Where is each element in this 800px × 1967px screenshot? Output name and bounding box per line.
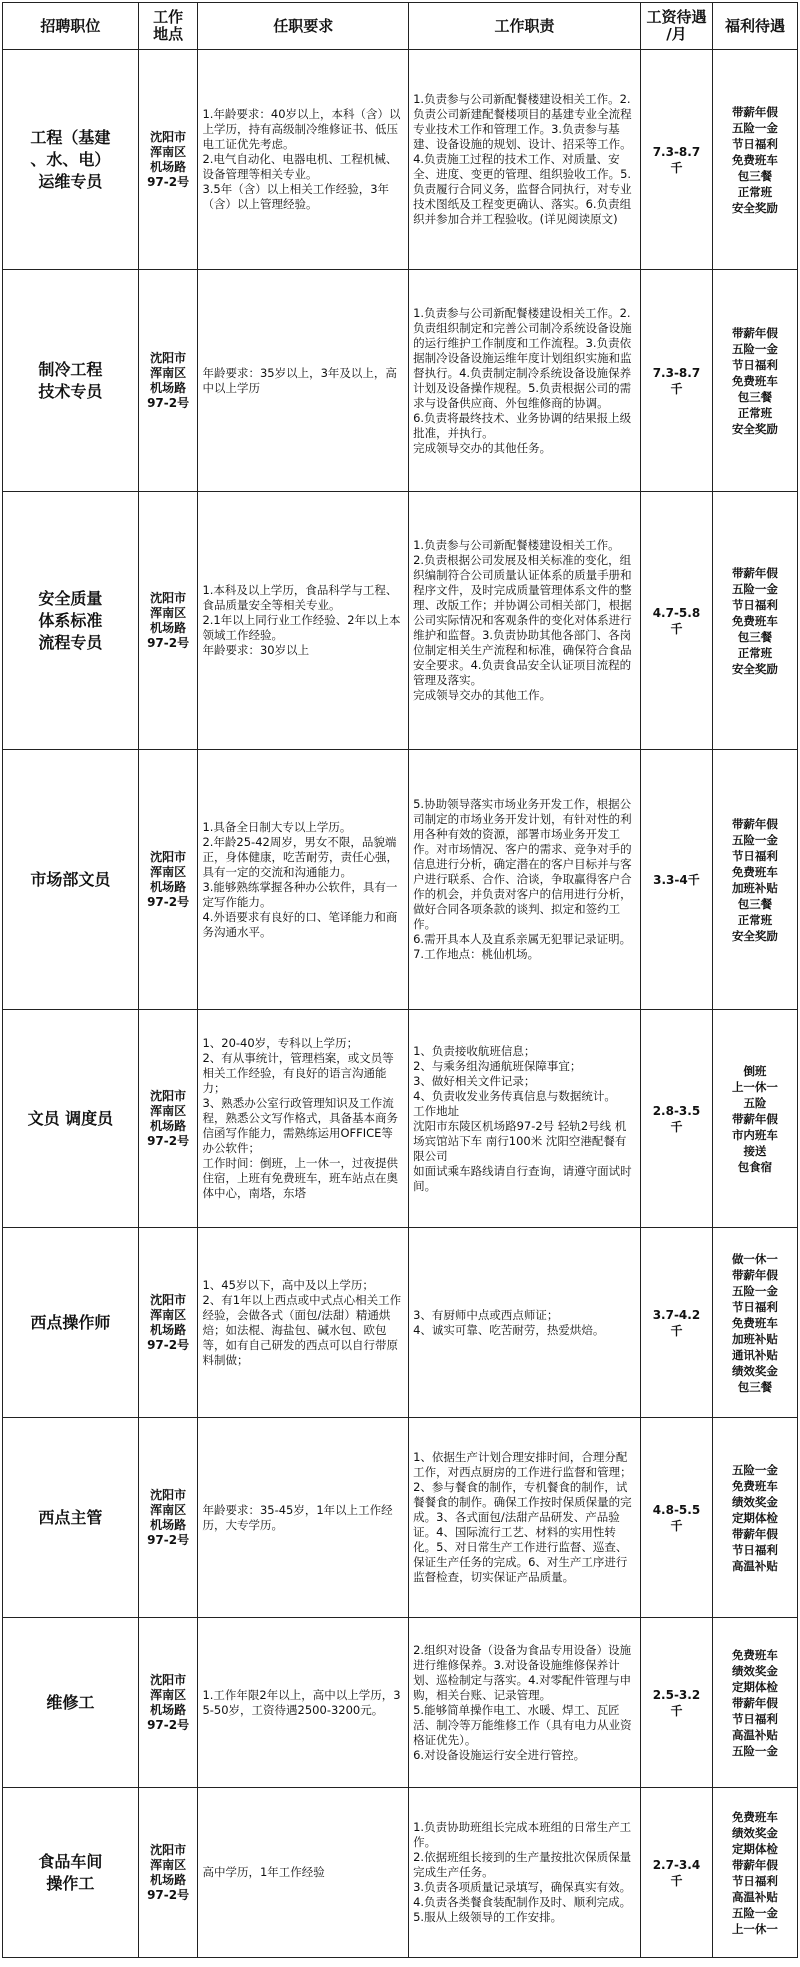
job-wage: 4.7-5.8 千 [641, 492, 713, 750]
job-benefits: 五险一金 免费班车 绩效奖金 定期体检 带薪年假 节日福利 高温补贴 [712, 1418, 797, 1618]
job-location: 沈阳市 浑南区 机场路 97-2号 [138, 1418, 198, 1618]
job-duties: 1、负责接收航班信息； 2、与乘务组沟通航班保障事宜； 3、做好相关文件记录； 4、负责收发业务传真信息与数据统计。 工作地址 沈阳市东陵区机场路97-2号 轻轨2号线 机场宾馆站下车 南行100米 沈阳空港配餐有限公司 如面试乘车路线请自行查询，请遵守面试时间。 [409, 1010, 641, 1228]
header-location: 工作 地点 [138, 3, 198, 50]
job-duties: 2.组织对设备（设备为食品专用设备）设施进行维修保养。3.对设备设施维修保养计划、巡检制定与落实。4.对零配件管理与申购，相关台账、记录管理。 5.能够简单操作电工、水暖、焊工、瓦匠活、制冷等万能维修工作（具有电力从业资格证优先）。 6.对设备设施运行安全进行管控。 [409, 1618, 641, 1788]
job-benefits: 倒班 上一休一 五险 带薪年假 市内班车 接送 包食宿 [712, 1010, 797, 1228]
job-wage: 2.5-3.2 千 [641, 1618, 713, 1788]
job-wage: 3.3-4千 [641, 750, 713, 1010]
job-benefits: 免费班车 绩效奖金 定期体检 带薪年假 节日福利 高温补贴 五险一金 上一休一 [712, 1788, 797, 1958]
job-duties: 3、有厨师中点或西点师证； 4、诚实可靠、吃苦耐劳，热爱烘焙。 [409, 1228, 641, 1418]
job-benefits: 带薪年假 五险一金 节日福利 免费班车 包三餐 正常班 安全奖励 [712, 492, 797, 750]
job-requirements: 1.工作年限2年以上，高中以上学历，35-50岁，工资待遇2500-3200元。 [198, 1618, 409, 1788]
header-row [3, 3, 798, 50]
table-row [3, 492, 798, 750]
job-requirements: 1、45岁以下，高中及以上学历； 2、有1年以上西点或中式点心相关工作经验，会做各式（面包/法甜）精通烘焙；如法棍、海盐包、碱水包、欧包等，如有自己研发的西点可以自行带原料制做； [198, 1228, 409, 1418]
table-row [3, 1010, 798, 1228]
job-requirements: 1.具备全日制大专以上学历。 2.年龄25-42周岁，男女不限，品貌端正，身体健康，吃苦耐劳，责任心强，具有一定的交流和沟通能力。 3.能够熟练掌握各种办公软件，具有一定写作能力。 4.外语要求有良好的口、笔译能力和商务沟通水平。 [198, 750, 409, 1010]
header-title: 招聘职位 [3, 3, 139, 50]
job-title: 市场部文员 [3, 750, 139, 1010]
job-location: 沈阳市 浑南区 机场路 97-2号 [138, 50, 198, 270]
job-wage: 7.3-8.7 千 [641, 270, 713, 492]
job-duties: 1.负责参与公司新配餐楼建设相关工作。2.负责公司新建配餐楼项目的基建专业全流程专业技术工作和管理工作。3.负责参与基建、设备设施的规划、设计、招采等工作。4.负责施工过程的技术工作、对质量、安全、进度、变更的管理、组织验收工作。5.负责履行合同义务，监督合同执行，对专业技术图纸及工程变更确认、落实。6.负责组织并参加合并工程验收。(详见阅读原文) [409, 50, 641, 270]
job-wage: 3.7-4.2 千 [641, 1228, 713, 1418]
job-title: 安全质量 体系标准 流程专员 [3, 492, 139, 750]
table-row [3, 50, 798, 270]
job-wage: 2.7-3.4 千 [641, 1788, 713, 1958]
header-requirements: 任职要求 [198, 3, 409, 50]
header-benefits: 福利待遇 [712, 3, 797, 50]
job-title: 西点操作师 [3, 1228, 139, 1418]
job-location: 沈阳市 浑南区 机场路 97-2号 [138, 1788, 198, 1958]
job-requirements: 高中学历，1年工作经验 [198, 1788, 409, 1958]
table-row [3, 270, 798, 492]
job-title: 维修工 [3, 1618, 139, 1788]
job-location: 沈阳市 浑南区 机场路 97-2号 [138, 1228, 198, 1418]
job-title: 西点主管 [3, 1418, 139, 1618]
header-duties: 工作职责 [409, 3, 641, 50]
table-row [3, 1788, 798, 1958]
job-requirements: 年龄要求：35-45岁，1年以上工作经历，大专学历。 [198, 1418, 409, 1618]
job-duties: 1.负责协助班组长完成本班组的日常生产工作。 2.依据班组长接到的生产量按批次保质保量完成生产任务。 3.负责各项质量记录填写，确保真实有效。 4.负责各类餐食装配制作及时、顺利完成。 5.服从上级领导的工作安排。 [409, 1788, 641, 1958]
job-wage: 2.8-3.5 千 [641, 1010, 713, 1228]
job-duties: 5.协助领导落实市场业务开发工作，根据公司制定的市场业务开发计划，有针对性的利用各种有效的资源，部署市场业务开发工作。对市场情况、客户的需求、竞争对手的信息进行分析，确定潜在的客户目标并与客户进行联系、合作、洽谈，争取赢得客户合作的机会，并负责对客户的信用进行分析，做好合同各项条款的谈判、拟定和签约工作。 6.需开具本人及直系亲属无犯罪记录证明。 7.工作地点：桃仙机场。 [409, 750, 641, 1010]
job-listing-table [2, 2, 798, 1958]
job-title: 工程（基建 、水、电） 运维专员 [3, 50, 139, 270]
job-title: 文员 调度员 [3, 1010, 139, 1228]
job-benefits: 带薪年假 五险一金 节日福利 免费班车 包三餐 正常班 安全奖励 [712, 50, 797, 270]
job-duties: 1.负责参与公司新配餐楼建设相关工作。2.负责组织制定和完善公司制冷系统设备设施的运行维护工作制度和工作流程。3.负责依据制冷设备设施运维年度计划组织实施和监督执行。4.负责制定制冷系统设备设施保养计划及设备操作规程。5.负责根据公司的需求与设备供应商、外包维修商的协调。 6.负责将最终技术、业务协调的结果报上级批准，并执行。 完成领导交办的其他任务。 [409, 270, 641, 492]
job-duties: 1、依据生产计划合理安排时间，合理分配工作，对西点厨房的工作进行监督和管理；2、参与餐食的制作，专机餐食的制作，试餐餐食的制作。确保工作按时保质保量的完成。3、各式面包/法甜产品研发、产品验证。4、国际流行工艺、材料的实用性转化。5、对日常生产工作进行监督、巡查、保证生产任务的完成。6、对生产工序进行监督检查，切实保证产品质量。 [409, 1418, 641, 1618]
job-location: 沈阳市 浑南区 机场路 97-2号 [138, 750, 198, 1010]
job-benefits: 免费班车 绩效奖金 定期体检 带薪年假 节日福利 高温补贴 五险一金 [712, 1618, 797, 1788]
job-requirements: 1、20-40岁，专科以上学历； 2、有从事统计，管理档案，或文员等相关工作经验，有良好的语言沟通能力； 3、熟悉办公室行政管理知识及工作流程，熟悉公文写作格式，具备基本商务信函写作能力，需熟练运用OFFICE等办公软件； 工作时间：倒班，上一休一，过夜提供住宿，上班有免费班车，班车站点在奥体中心，南塔，东塔 [198, 1010, 409, 1228]
job-title: 食品车间 操作工 [3, 1788, 139, 1958]
job-requirements: 1.年龄要求：40岁以上，本科（含）以上学历，持有高级制冷维修证书、低压电工证优先考虑。 2.电气自动化、电器电机、工程机械、设备管理等相关专业。 3.5年（含）以上相关工作经验，3年（含）以上管理经验。 [198, 50, 409, 270]
job-location: 沈阳市 浑南区 机场路 97-2号 [138, 1010, 198, 1228]
table-row [3, 1618, 798, 1788]
table-row [3, 1418, 798, 1618]
header-wage: 工资待遇 /月 [641, 3, 713, 50]
job-location: 沈阳市 浑南区 机场路 97-2号 [138, 270, 198, 492]
job-requirements: 年龄要求：35岁以上，3年及以上，高中以上学历 [198, 270, 409, 492]
job-benefits: 带薪年假 五险一金 节日福利 免费班车 加班补贴 包三餐 正常班 安全奖励 [712, 750, 797, 1010]
job-benefits: 带薪年假 五险一金 节日福利 免费班车 包三餐 正常班 安全奖励 [712, 270, 797, 492]
table-row [3, 750, 798, 1010]
job-location: 沈阳市 浑南区 机场路 97-2号 [138, 1618, 198, 1788]
job-duties: 1.负责参与公司新配餐楼建设相关工作。 2.负责根据公司发展及相关标准的变化，组织编制符合公司质量认证体系的质量手册和程序文件，及时完成质量管理体系文件的整理、改版工作；并协调公司相关部门，根据公司实际情况和客观条件的变化对体系进行维护和监督。3.负责协助其他各部门、各岗位制定相关生产流程和标准，确保符合食品安全要求。4.负责食品安全认证项目流程的管理及落实。 完成领导交办的其他工作。 [409, 492, 641, 750]
job-requirements: 1.本科及以上学历，食品科学与工程、食品质量安全等相关专业。 2.1年以上同行业工作经验、2年以上本领域工作经验。 年龄要求：30岁以上 [198, 492, 409, 750]
job-title: 制冷工程 技术专员 [3, 270, 139, 492]
table-row [3, 1228, 798, 1418]
job-location: 沈阳市 浑南区 机场路 97-2号 [138, 492, 198, 750]
job-wage: 4.8-5.5 千 [641, 1418, 713, 1618]
job-benefits: 做一休一 带薪年假 五险一金 节日福利 免费班车 加班补贴 通讯补贴 绩效奖金 包三餐 [712, 1228, 797, 1418]
job-wage: 7.3-8.7 千 [641, 50, 713, 270]
